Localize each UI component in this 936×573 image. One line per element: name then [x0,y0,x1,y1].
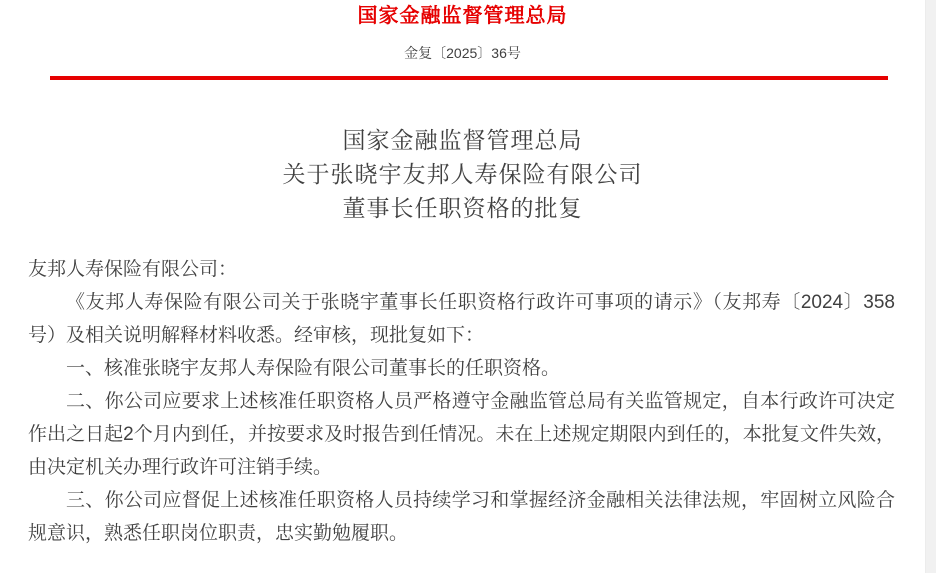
document-title [0,123,925,225]
document-title-line-3: 董事长任职资格的批复 [342,195,583,221]
body-paragraph-item-1-approval: 一、核准张晓宇友邦人寿保险有限公司董事长的任职资格。 [66,358,561,379]
body-paragraph-request-received: 《友邦人寿保险有限公司关于张晓宇董事长任职资格行政许可事项的请示》（友邦寿〔2024〕358号）及相关说明解释材料收悉。经审核，现批复如下： [28,292,895,346]
document-title-line-1: 国家金融监督管理总局 [342,127,583,153]
red-divider-line [50,76,888,80]
page-right-gutter [925,0,936,573]
body-paragraph-item-3-supervision: 三、你公司应督促上述核准任职资格人员持续学习和掌握经济金融相关法律法规，牢固树立风险合规意识，熟悉任职岗位职责，忠实勤勉履职。 [28,490,895,544]
salutation-line: 友邦人寿保险有限公司： [28,259,238,280]
agency-header-title: 国家金融监督管理总局 [357,5,568,27]
document-title-line-2: 关于张晓宇友邦人寿保险有限公司 [282,161,643,187]
document-body [28,253,895,550]
body-paragraph-item-2-requirements: 二、你公司应要求上述核准任职资格人员严格遵守金融监管总局有关监管规定，自本行政许可决定作出之日起2个月内到任，并按要求及时报告到任情况。未在上述规定期限内到任的，本批复文件失效，由决定机关办理行政许可注销手续。 [28,391,895,478]
document-number: 金复〔2025〕36号 [404,45,521,61]
